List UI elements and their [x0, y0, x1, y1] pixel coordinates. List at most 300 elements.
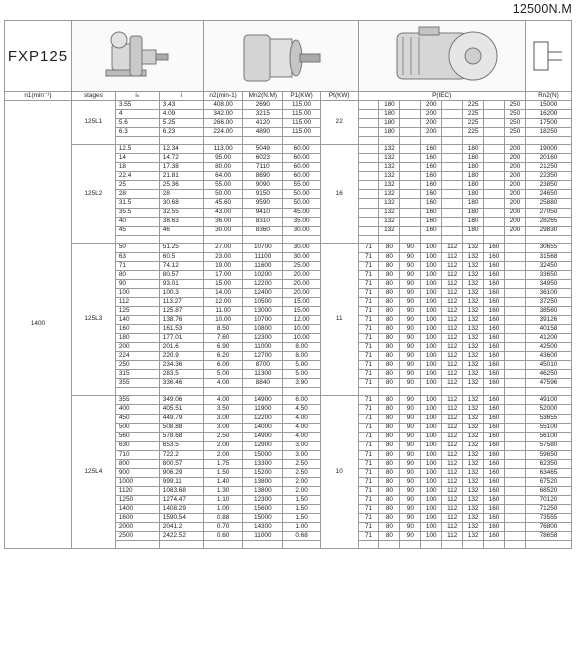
- table-cell: 4: [115, 110, 159, 119]
- table-cell: 71: [358, 459, 379, 468]
- table-cell: 15.00: [283, 297, 321, 306]
- empty-cell: [203, 235, 243, 243]
- table-cell: 5.00: [283, 361, 321, 370]
- empty-cell: [283, 137, 321, 145]
- table-cell: 1.50: [283, 504, 321, 513]
- table-cell: [400, 172, 421, 181]
- table-cell: 112: [442, 288, 463, 297]
- table-cell: 113.27: [159, 297, 203, 306]
- table-cell: 355: [115, 396, 159, 405]
- table-cell: 11000: [243, 343, 283, 352]
- stage-cell: 125L3: [71, 243, 115, 396]
- table-cell: 8.00: [283, 352, 321, 361]
- table-cell: [442, 154, 463, 163]
- empty-cell: [203, 388, 243, 396]
- empty-cell: [159, 137, 203, 145]
- table-cell: 3.00: [203, 414, 243, 423]
- table-cell: [442, 208, 463, 217]
- table-cell: 630: [115, 441, 159, 450]
- table-cell: 43.00: [203, 208, 243, 217]
- table-cell: 50.00: [283, 199, 321, 208]
- table-cell: 250: [504, 101, 525, 110]
- table-cell: 14300: [243, 523, 283, 532]
- table-cell: 160: [421, 163, 442, 172]
- empty-cell: [421, 137, 442, 145]
- empty-cell: [358, 137, 379, 145]
- table-cell: 80: [379, 504, 400, 513]
- table-cell: 38560: [525, 306, 571, 315]
- table-cell: 160: [484, 532, 505, 541]
- table-cell: 76800: [525, 523, 571, 532]
- table-cell: 90: [400, 514, 421, 523]
- table-cell: [400, 101, 421, 110]
- table-cell: 722.2: [159, 450, 203, 459]
- table-cell: 90: [400, 370, 421, 379]
- table-cell: 1.10: [203, 495, 243, 504]
- table-cell: 15000: [525, 101, 571, 110]
- table-cell: 125: [115, 306, 159, 315]
- empty-cell: [442, 235, 463, 243]
- table-cell: 100: [115, 288, 159, 297]
- table-cell: 100: [421, 405, 442, 414]
- table-cell: 11300: [243, 370, 283, 379]
- empty-cell: [283, 235, 321, 243]
- table-cell: 1.50: [283, 514, 321, 523]
- empty-cell: [400, 541, 421, 549]
- table-cell: [400, 208, 421, 217]
- table-cell: 200: [504, 217, 525, 226]
- table-cell: 71: [358, 370, 379, 379]
- empty-cell: [504, 541, 525, 549]
- table-cell: 90: [400, 361, 421, 370]
- table-cell: [504, 450, 525, 459]
- table-cell: 132: [463, 252, 484, 261]
- table-cell: 90: [115, 279, 159, 288]
- table-cell: [442, 128, 463, 137]
- table-cell: 224.00: [203, 128, 243, 137]
- table-cell: [504, 523, 525, 532]
- table-cell: 16200: [525, 110, 571, 119]
- table-cell: 800: [115, 459, 159, 468]
- table-cell: [504, 270, 525, 279]
- table-cell: 1.50: [283, 495, 321, 504]
- table-cell: 112: [442, 297, 463, 306]
- table-cell: 71: [358, 325, 379, 334]
- table-cell: [442, 163, 463, 172]
- table-cell: 90: [400, 316, 421, 325]
- table-cell: 100: [421, 396, 442, 405]
- table-cell: 80: [379, 316, 400, 325]
- table-cell: 50: [115, 243, 159, 252]
- table-cell: 112: [442, 379, 463, 388]
- table-cell: 4.50: [283, 405, 321, 414]
- table-cell: 80: [379, 343, 400, 352]
- table-cell: 3.50: [203, 405, 243, 414]
- table-cell: 200: [504, 145, 525, 154]
- table-cell: 71: [358, 261, 379, 270]
- table-cell: 160: [484, 414, 505, 423]
- table-cell: 90: [400, 261, 421, 270]
- table-cell: 80: [379, 270, 400, 279]
- table-cell: [484, 190, 505, 199]
- table-cell: 132: [463, 459, 484, 468]
- table-cell: 71: [358, 343, 379, 352]
- table-cell: 1.30: [203, 486, 243, 495]
- table-cell: 90: [400, 252, 421, 261]
- table-cell: 71: [358, 477, 379, 486]
- table-cell: 71: [358, 495, 379, 504]
- table-cell: 200: [421, 101, 442, 110]
- table-cell: [504, 370, 525, 379]
- table-cell: 15000: [243, 450, 283, 459]
- table-cell: 132: [379, 190, 400, 199]
- table-cell: 25: [115, 181, 159, 190]
- table-cell: 29830: [525, 226, 571, 235]
- table-cell: 100: [421, 414, 442, 423]
- table-cell: 112: [442, 343, 463, 352]
- table-cell: 90: [400, 532, 421, 541]
- table-cell: [504, 352, 525, 361]
- col-piec: P(IEC): [358, 92, 525, 101]
- table-cell: 11.00: [203, 306, 243, 315]
- table-cell: 132: [463, 270, 484, 279]
- table-cell: 180: [115, 334, 159, 343]
- table-cell: 100: [421, 325, 442, 334]
- table-cell: [484, 145, 505, 154]
- table-cell: 90: [400, 432, 421, 441]
- table-cell: 30.00: [283, 243, 321, 252]
- table-cell: 12.00: [203, 297, 243, 306]
- table-cell: 60.5: [159, 252, 203, 261]
- col-i: i: [159, 92, 203, 101]
- table-cell: 80: [379, 450, 400, 459]
- table-cell: 9150: [243, 190, 283, 199]
- table-cell: 125.87: [159, 306, 203, 315]
- table-cell: 10200: [243, 270, 283, 279]
- table-cell: 100: [421, 361, 442, 370]
- empty-cell: [159, 235, 203, 243]
- table-cell: 6.00: [203, 361, 243, 370]
- table-cell: 80: [379, 279, 400, 288]
- empty-cell: [283, 388, 321, 396]
- table-cell: [442, 226, 463, 235]
- table-cell: [400, 163, 421, 172]
- table-cell: 112: [442, 405, 463, 414]
- table-cell: [442, 110, 463, 119]
- table-cell: 71: [358, 486, 379, 495]
- table-cell: 25880: [525, 199, 571, 208]
- table-cell: 10700: [243, 316, 283, 325]
- table-cell: 22350: [525, 172, 571, 181]
- table-cell: 160: [421, 154, 442, 163]
- table-cell: 67520: [525, 477, 571, 486]
- table-cell: 27050: [525, 208, 571, 217]
- table-row: [5, 243, 572, 252]
- table-cell: 80: [379, 405, 400, 414]
- pt-cell: 22: [320, 101, 358, 145]
- table-cell: 115.00: [283, 128, 321, 137]
- table-cell: 1.00: [283, 523, 321, 532]
- table-cell: 71: [358, 532, 379, 541]
- table-cell: 71: [358, 423, 379, 432]
- table-cell: 6.3: [115, 128, 159, 137]
- empty-cell: [421, 235, 442, 243]
- empty-cell: [203, 137, 243, 145]
- table-cell: 18: [115, 163, 159, 172]
- table-cell: 132: [463, 334, 484, 343]
- table-cell: 4120: [243, 119, 283, 128]
- table-cell: 2.00: [283, 486, 321, 495]
- table-cell: 36.00: [203, 217, 243, 226]
- table-cell: 132: [463, 361, 484, 370]
- table-cell: 160: [484, 468, 505, 477]
- table-cell: 9090: [243, 181, 283, 190]
- table-cell: 112: [442, 396, 463, 405]
- table-cell: 14900: [243, 432, 283, 441]
- empty-cell: [442, 541, 463, 549]
- table-cell: [484, 110, 505, 119]
- empty-cell: [504, 235, 525, 243]
- table-cell: 160: [484, 450, 505, 459]
- col-pt: Pt(KW): [320, 92, 358, 101]
- table-cell: 250: [504, 128, 525, 137]
- empty-cell: [442, 137, 463, 145]
- table-cell: 405.51: [159, 405, 203, 414]
- table-cell: [358, 110, 379, 119]
- table-cell: [484, 208, 505, 217]
- empty-cell: [358, 388, 379, 396]
- empty-cell: [421, 541, 442, 549]
- table-cell: 71: [358, 306, 379, 315]
- table-cell: 132: [463, 396, 484, 405]
- table-cell: 266.00: [203, 119, 243, 128]
- table-cell: 200: [504, 172, 525, 181]
- table-cell: [504, 459, 525, 468]
- table-cell: 560: [115, 432, 159, 441]
- table-cell: 34950: [525, 279, 571, 288]
- table-cell: 100: [421, 370, 442, 379]
- table-cell: 200: [421, 110, 442, 119]
- table-cell: 132: [463, 441, 484, 450]
- table-cell: 1083.68: [159, 486, 203, 495]
- model-name: FXP125: [7, 47, 69, 65]
- table-cell: 90: [400, 459, 421, 468]
- table-cell: 3215: [243, 110, 283, 119]
- motor-drawing: [367, 23, 517, 89]
- table-cell: 160: [484, 459, 505, 468]
- table-cell: 90: [400, 343, 421, 352]
- pt-cell: 16: [320, 145, 358, 243]
- table-cell: 999.11: [159, 477, 203, 486]
- table-cell: 160: [421, 199, 442, 208]
- table-cell: 220.9: [159, 352, 203, 361]
- table-cell: 100: [421, 252, 442, 261]
- table-cell: 80: [379, 441, 400, 450]
- table-cell: 160: [484, 379, 505, 388]
- table-cell: 15000: [243, 514, 283, 523]
- table-cell: 100: [421, 316, 442, 325]
- table-cell: 200: [115, 343, 159, 352]
- table-cell: 112: [442, 504, 463, 513]
- table-cell: 160: [484, 261, 505, 270]
- table-cell: 70120: [525, 495, 571, 504]
- empty-cell: [159, 388, 203, 396]
- table-cell: 80: [379, 523, 400, 532]
- table-cell: 100: [421, 486, 442, 495]
- table-cell: 71: [358, 316, 379, 325]
- table-cell: 4.09: [159, 110, 203, 119]
- table-cell: 160: [484, 495, 505, 504]
- table-cell: 71: [358, 414, 379, 423]
- table-cell: [358, 101, 379, 110]
- table-cell: 200: [504, 208, 525, 217]
- table-cell: 160: [484, 288, 505, 297]
- table-cell: 5.25: [159, 119, 203, 128]
- table-cell: 10500: [243, 297, 283, 306]
- table-cell: 132: [463, 405, 484, 414]
- table-cell: [504, 468, 525, 477]
- table-cell: 3.43: [159, 101, 203, 110]
- shaft-drawing: [530, 36, 566, 76]
- table-cell: 112: [442, 495, 463, 504]
- table-cell: 8.50: [203, 325, 243, 334]
- table-cell: 24650: [525, 190, 571, 199]
- table-cell: 47596: [525, 379, 571, 388]
- table-cell: 160: [484, 405, 505, 414]
- table-cell: 14.72: [159, 154, 203, 163]
- table-cell: 250: [504, 110, 525, 119]
- table-cell: 64.00: [203, 172, 243, 181]
- table-cell: 408.00: [203, 101, 243, 110]
- table-cell: 5.00: [203, 370, 243, 379]
- reducer-side-image: [203, 21, 358, 92]
- table-cell: 90: [400, 396, 421, 405]
- table-cell: 100: [421, 523, 442, 532]
- table-cell: 113.00: [203, 145, 243, 154]
- table-cell: [442, 199, 463, 208]
- table-cell: 180: [379, 101, 400, 110]
- table-cell: 11600: [243, 261, 283, 270]
- empty-cell: [379, 235, 400, 243]
- table-cell: [504, 405, 525, 414]
- table-cell: 161.53: [159, 325, 203, 334]
- col-mn2: Mn2(N.M): [243, 92, 283, 101]
- table-cell: 132: [463, 477, 484, 486]
- table-cell: 160: [421, 208, 442, 217]
- table-cell: 80: [379, 423, 400, 432]
- table-cell: 30655: [525, 243, 571, 252]
- table-cell: 20.00: [283, 279, 321, 288]
- table-cell: 0.60: [203, 532, 243, 541]
- table-cell: 132: [463, 532, 484, 541]
- table-cell: 80: [379, 379, 400, 388]
- table-cell: 160: [421, 181, 442, 190]
- table-cell: 100: [421, 279, 442, 288]
- table-cell: 132: [463, 423, 484, 432]
- table-cell: 19000: [525, 145, 571, 154]
- table-cell: 225: [463, 110, 484, 119]
- table-cell: 132: [379, 181, 400, 190]
- table-cell: 100: [421, 514, 442, 523]
- table-cell: 6.00: [283, 396, 321, 405]
- table-cell: 100: [421, 459, 442, 468]
- empty-cell: [525, 541, 571, 549]
- table-cell: 450: [115, 414, 159, 423]
- table-cell: 115.00: [283, 110, 321, 119]
- table-cell: 1.50: [203, 468, 243, 477]
- table-cell: 160: [484, 352, 505, 361]
- table-cell: 132: [463, 414, 484, 423]
- table-cell: 30.00: [283, 252, 321, 261]
- table-cell: 132: [379, 145, 400, 154]
- table-cell: 10.00: [283, 325, 321, 334]
- table-cell: 180: [379, 119, 400, 128]
- table-cell: 31568: [525, 252, 571, 261]
- table-cell: 36100: [525, 288, 571, 297]
- table-cell: 50.00: [203, 190, 243, 199]
- n1-cell: 1400: [5, 101, 72, 549]
- table-cell: 80: [379, 477, 400, 486]
- table-cell: 90: [400, 441, 421, 450]
- table-cell: 1250: [115, 495, 159, 504]
- reducer-image: [71, 21, 203, 92]
- table-cell: 90: [400, 495, 421, 504]
- table-cell: 25.00: [283, 261, 321, 270]
- table-cell: 41200: [525, 334, 571, 343]
- table-cell: [504, 423, 525, 432]
- table-cell: 200: [504, 181, 525, 190]
- table-cell: 90: [400, 450, 421, 459]
- stage-cell: 125L2: [71, 145, 115, 243]
- table-cell: 5.6: [115, 119, 159, 128]
- table-cell: 71: [358, 441, 379, 450]
- table-cell: 80: [379, 252, 400, 261]
- header-image-row: [5, 21, 572, 92]
- table-cell: 90: [400, 334, 421, 343]
- table-cell: 56100: [525, 432, 571, 441]
- table-cell: 160: [484, 297, 505, 306]
- table-cell: 160: [484, 334, 505, 343]
- table-cell: 160: [484, 279, 505, 288]
- table-cell: 90: [400, 379, 421, 388]
- table-cell: 13800: [243, 486, 283, 495]
- table-cell: [400, 199, 421, 208]
- table-cell: [442, 119, 463, 128]
- table-cell: [504, 261, 525, 270]
- table-cell: 80.57: [159, 270, 203, 279]
- table-cell: 73555: [525, 514, 571, 523]
- table-cell: 90: [400, 405, 421, 414]
- table-cell: 13000: [243, 306, 283, 315]
- table-cell: 112: [442, 243, 463, 252]
- table-cell: 112: [442, 325, 463, 334]
- table-cell: 225: [463, 101, 484, 110]
- table-cell: 12200: [243, 414, 283, 423]
- table-cell: 71: [358, 504, 379, 513]
- table-cell: 112: [442, 316, 463, 325]
- table-cell: [504, 396, 525, 405]
- table-cell: [484, 119, 505, 128]
- table-cell: 906.29: [159, 468, 203, 477]
- table-cell: 160: [484, 486, 505, 495]
- table-cell: 3.00: [283, 441, 321, 450]
- table-cell: 100: [421, 532, 442, 541]
- empty-cell: [504, 388, 525, 396]
- table-cell: 62350: [525, 459, 571, 468]
- table-cell: 11100: [243, 252, 283, 261]
- table-cell: 100: [421, 423, 442, 432]
- table-cell: 180: [463, 190, 484, 199]
